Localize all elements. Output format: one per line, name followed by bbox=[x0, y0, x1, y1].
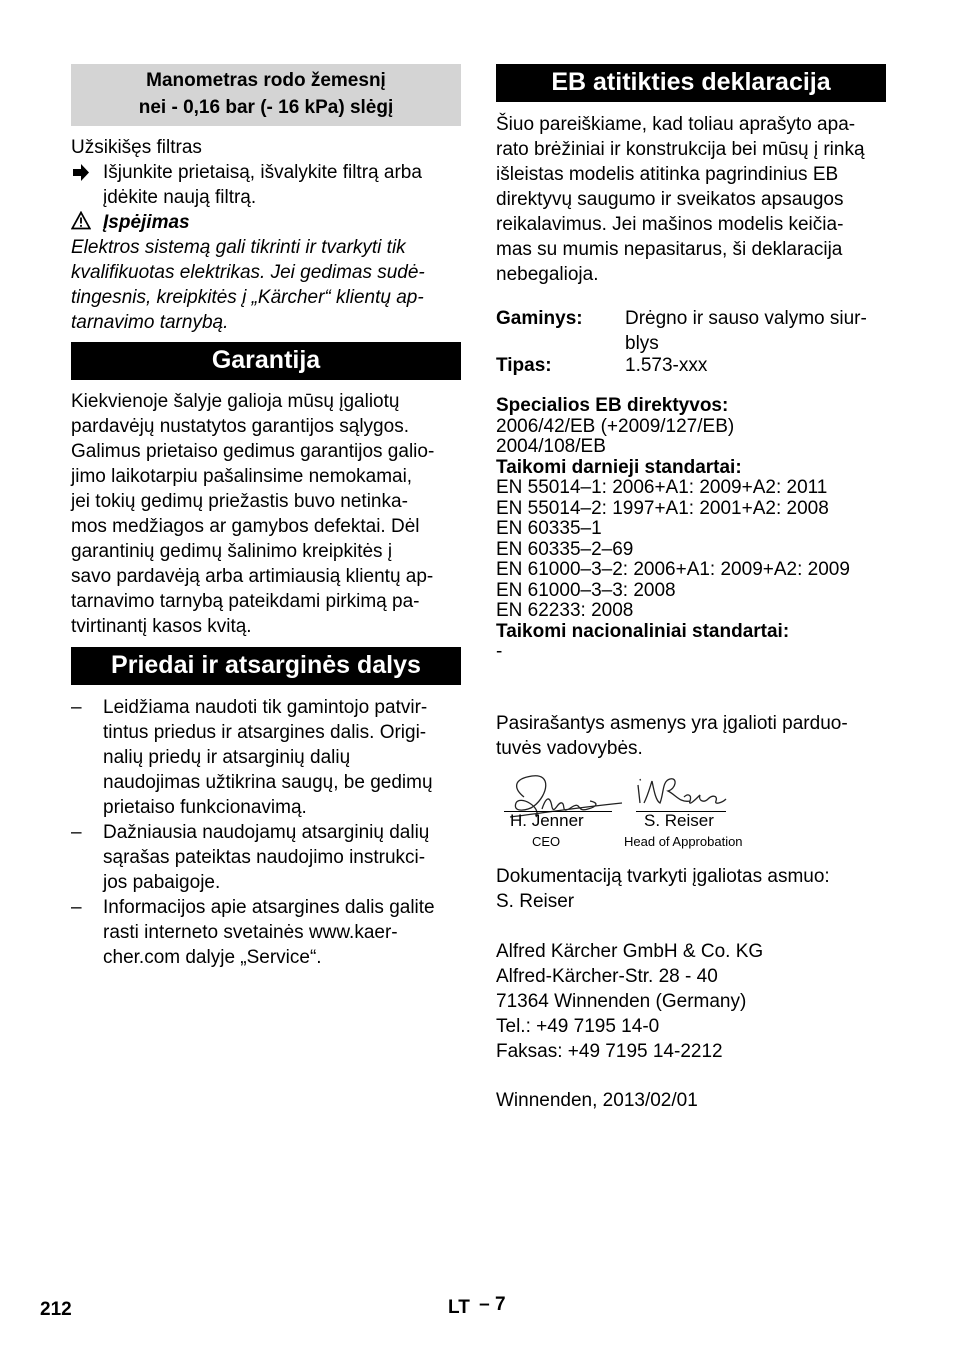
standard-item: EN 60335–1 bbox=[496, 518, 602, 539]
garantija-line: jei tokių gedimų priežastis buvo netinka- bbox=[71, 491, 408, 512]
garantija-line: pardavėjų nustatytos garantijos sąlygos. bbox=[71, 416, 409, 437]
list-line: prietaiso funkcionavimą. bbox=[103, 797, 307, 818]
directive-item: 2004/108/EB bbox=[496, 436, 606, 457]
list-item bbox=[71, 820, 461, 895]
garantija-line: garantinių gedimų šalinimo kreipkitės į bbox=[71, 541, 393, 562]
national-value: - bbox=[496, 641, 503, 662]
garantija-line: mos medžiagos ar gamybos defektai. Dėl bbox=[71, 516, 420, 537]
priedai-list bbox=[71, 695, 461, 970]
intro-line: Šiuo pareiškiame, kad toliau aprašyto apa- bbox=[496, 114, 856, 135]
signatories-text bbox=[496, 711, 886, 761]
list-line: sąrašas pateiktas naudojimo instrukci- bbox=[103, 847, 426, 868]
declaration-intro bbox=[496, 112, 886, 287]
address-line: 71364 Winnenden (Germany) bbox=[496, 990, 747, 1012]
product-value-line: Drėgno ir sauso valymo siur- bbox=[625, 308, 867, 329]
product-row bbox=[496, 306, 886, 356]
action-step bbox=[71, 160, 461, 210]
arrow-right-icon bbox=[71, 160, 103, 210]
list-item bbox=[71, 695, 461, 820]
type-value: 1.573-xxx bbox=[625, 355, 708, 376]
dash-bullet: – bbox=[71, 697, 82, 718]
section-page: – 7 bbox=[479, 1294, 506, 1315]
signature-reiser bbox=[634, 773, 730, 813]
signer2-role: Head of Approbation bbox=[624, 833, 743, 849]
list-line: rasti interneto svetainės www.kaer- bbox=[103, 922, 398, 943]
directive-item: 2006/42/EB (+2009/127/EB) bbox=[496, 415, 735, 437]
garantija-text bbox=[71, 389, 461, 639]
product-label: Gaminys: bbox=[496, 308, 583, 329]
cause-text: Užsikišęs filtras bbox=[71, 137, 202, 158]
national-label: Taikomi nacionaliniai standartai: bbox=[496, 620, 790, 642]
signatories-line: tuvės vadovybės. bbox=[496, 737, 643, 759]
standard-item: EN 61000–3–2: 2006+A1: 2009+A2: 2009 bbox=[496, 559, 850, 580]
left-column bbox=[71, 64, 461, 970]
standard-item: EN 60335–2–69 bbox=[496, 538, 634, 560]
intro-line: mas su mumis nepasitarus, ši deklaracija bbox=[496, 239, 843, 260]
signatures bbox=[496, 773, 886, 883]
type-row bbox=[496, 353, 886, 378]
troubleshoot-heading bbox=[71, 64, 461, 126]
place-date: Winnenden, 2013/02/01 bbox=[496, 1089, 698, 1111]
list-line: Dažniausia naudojamų atsarginių dalių bbox=[103, 822, 430, 843]
garantija-line: tarnavimo tarnybą pateikdami pirkimą pa- bbox=[71, 591, 420, 612]
address-line: Tel.: +49 7195 14-0 bbox=[496, 1015, 660, 1037]
list-line: nalių priedų ir atsarginių dalių bbox=[103, 747, 351, 768]
action-line: Išjunkite prietaisą, išvalykite filtrą arba bbox=[103, 162, 422, 183]
right-column bbox=[496, 64, 886, 1113]
doc-line: Dokumentaciją tvarkyti įgaliotas asmuo: bbox=[496, 865, 830, 887]
heading-line: nei - 0,16 bar (- 16 kPa) slėgį bbox=[138, 97, 394, 118]
list-line: naudojimas užtikrina saugų, be gedimų bbox=[103, 772, 433, 793]
intro-line: reikalavimus. Jei mašinos modelis keičia- bbox=[496, 214, 844, 235]
warning-line: tingesnis, kreipkitės į „Kärcher“ klientų ap- bbox=[71, 287, 424, 308]
list-line: Informacijos apie atsargines dalis galite bbox=[103, 897, 435, 918]
page-number: 212 bbox=[40, 1299, 72, 1320]
harmonized-label: Taikomi darnieji standartai: bbox=[496, 456, 742, 478]
signer2-name: S. Reiser bbox=[644, 810, 714, 830]
directives-label: Specialios EB direktyvos: bbox=[496, 395, 729, 416]
garantija-line: tvirtinantį kasos kvitą. bbox=[71, 616, 252, 637]
language-code: LT bbox=[448, 1297, 470, 1318]
warning-line: tarnavimo tarnybą. bbox=[71, 312, 229, 333]
intro-line: direktyvų saugumo ir sveikatos apsaugos bbox=[496, 189, 844, 210]
doc-line: S. Reiser bbox=[496, 890, 575, 912]
footer-lang-section bbox=[448, 1294, 506, 1319]
intro-line: rato brėžiniai ir konstrukcija bei mūsų į rinką bbox=[496, 139, 865, 160]
list-line: Leidžiama naudoti tik gamintojo patvir- bbox=[103, 697, 428, 718]
warning-label: Įspėjimas bbox=[103, 212, 190, 233]
warning-line: kvalifikuotas elektrikas. Jei gedimas sudė- bbox=[71, 262, 425, 283]
intro-line: nebegalioja. bbox=[496, 264, 599, 285]
standard-item: EN 61000–3–3: 2008 bbox=[496, 579, 676, 601]
warning-triangle-icon bbox=[71, 211, 103, 235]
garantija-line: jimo laikotarpiu pašalinsime nemokamai, bbox=[71, 466, 413, 487]
address-line: Alfred Kärcher GmbH & Co. KG bbox=[496, 940, 764, 962]
signatories-line: Pasirašantys asmenys yra įgalioti parduo- bbox=[496, 712, 848, 734]
company-address bbox=[496, 939, 886, 1064]
list-line: tintus priedus ir atsargines dalis. Origi- bbox=[103, 722, 427, 743]
address-line: Alfred-Kärcher-Str. 28 - 40 bbox=[496, 965, 718, 987]
warning-label-row bbox=[71, 210, 461, 235]
signer1-name: H. Jenner bbox=[510, 810, 584, 830]
heading-line: Manometras rodo žemesnį bbox=[146, 70, 386, 91]
standard-item: EN 55014–2: 1997+A1: 2001+A2: 2008 bbox=[496, 497, 829, 519]
type-label: Tipas: bbox=[496, 355, 552, 376]
section-title-declaration: EB atitikties deklaracija bbox=[496, 64, 886, 102]
standard-item: EN 55014–1: 2006+A1: 2009+A2: 2011 bbox=[496, 477, 828, 498]
signer1-role: CEO bbox=[532, 833, 561, 849]
product-value-line: blys bbox=[625, 333, 659, 354]
address-line: Faksas: +49 7195 14-2212 bbox=[496, 1040, 723, 1062]
action-line: įdėkite naują filtrą. bbox=[103, 187, 257, 208]
section-title-priedai: Priedai ir atsarginės dalys bbox=[71, 647, 461, 685]
dash-bullet: – bbox=[71, 822, 82, 843]
list-line: cher.com dalyje „Service“. bbox=[103, 947, 322, 968]
dash-bullet: – bbox=[71, 897, 82, 918]
list-item bbox=[71, 895, 461, 970]
garantija-line: savo pardavėją arba artimiausią klientų ap- bbox=[71, 566, 434, 587]
list-line: jos pabaigoje. bbox=[103, 872, 221, 893]
warning-text bbox=[71, 235, 461, 335]
warning-line: Elektros sistemą gali tikrinti ir tvarkyti tik bbox=[71, 237, 406, 258]
standard-item: EN 62233: 2008 bbox=[496, 600, 634, 621]
intro-line: išleistas modelis atitinka pagrindinius EB bbox=[496, 164, 839, 185]
garantija-line: Galimus prietaiso gedimus garantijos galio- bbox=[71, 441, 435, 462]
section-title-garantija: Garantija bbox=[71, 342, 461, 380]
standards-block bbox=[496, 396, 886, 663]
garantija-line: Kiekvienoje šalyje galioja mūsų įgaliotų bbox=[71, 391, 400, 412]
